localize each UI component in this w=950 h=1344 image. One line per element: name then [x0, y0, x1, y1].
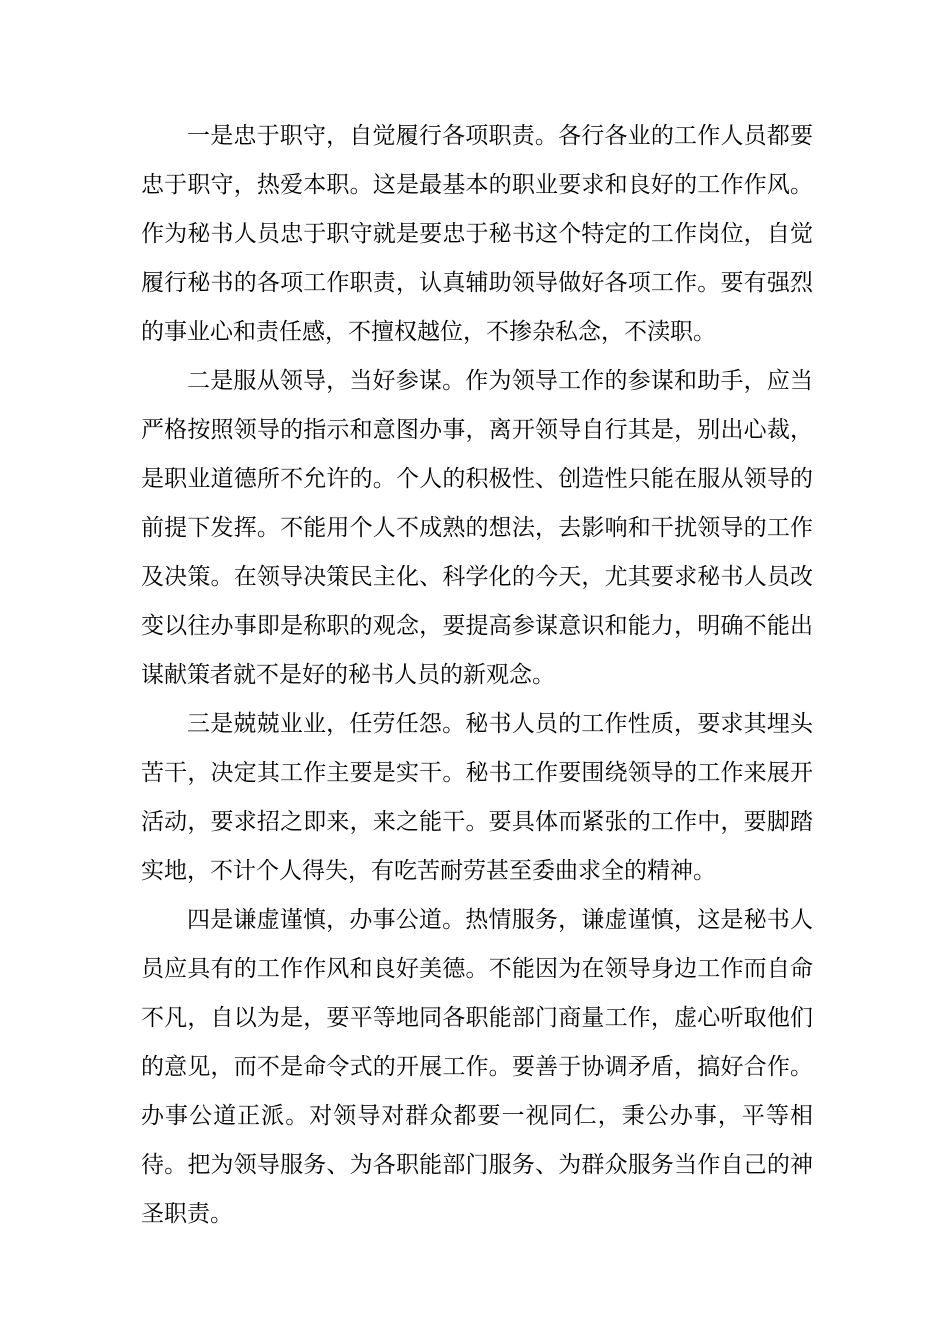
- document-body: [141, 112, 813, 1239]
- paragraph-4: 四是谦虚谨慎，办事公道。热情服务，谦虚谨慎，这是秘书人员应具有的工作作风和良好美德。不能因为在领导身边工作而自命不凡，自以为是，要平等地同各职能部门商量工作，虚心听取他们的意见，而不是命令式的开展工作。要善于协调矛盾，搞好合作。办事公道正派。对领导对群众都要一视同仁，秉公办事，平等相待。把为领导服务、为各职能部门服务、为群众服务当作自己的神圣职责。: [141, 907, 813, 1227]
- paragraph-1: 一是忠于职守，自觉履行各项职责。各行各业的工作人员都要忠于职守，热爱本职。这是最基本的职业要求和良好的工作作风。作为秘书人员忠于职守就是要忠于秘书这个特定的工作岗位，自觉履行秘书的各项工作职责，认真辅助领导做好各项工作。要有强烈的事业心和责任感，不擅权越位，不掺杂私念，不渎职。: [141, 123, 813, 345]
- paragraph-3: 三是兢兢业业，任劳任怨。秘书人员的工作性质，要求其埋头苦干，决定其工作主要是实干。秘书工作要围绕领导的工作来展开活动，要求招之即来，来之能干。要具体而紧张的工作中，要脚踏实地，不计个人得失，有吃苦耐劳甚至委曲求全的精神。: [141, 711, 813, 884]
- paragraph-2: 二是服从领导，当好参谋。作为领导工作的参谋和助手，应当严格按照领导的指示和意图办事，离开领导自行其是，别出心裁，是职业道德所不允许的。个人的积极性、创造性只能在服从领导的前提下发挥。不能用个人不成熟的想法，去影响和干扰领导的工作及决策。在领导决策民主化、科学化的今天，尤其要求秘书人员改变以往办事即是称职的观念，要提高参谋意识和能力，明确不能出谋献策者就不是好的秘书人员的新观念。: [141, 368, 813, 688]
